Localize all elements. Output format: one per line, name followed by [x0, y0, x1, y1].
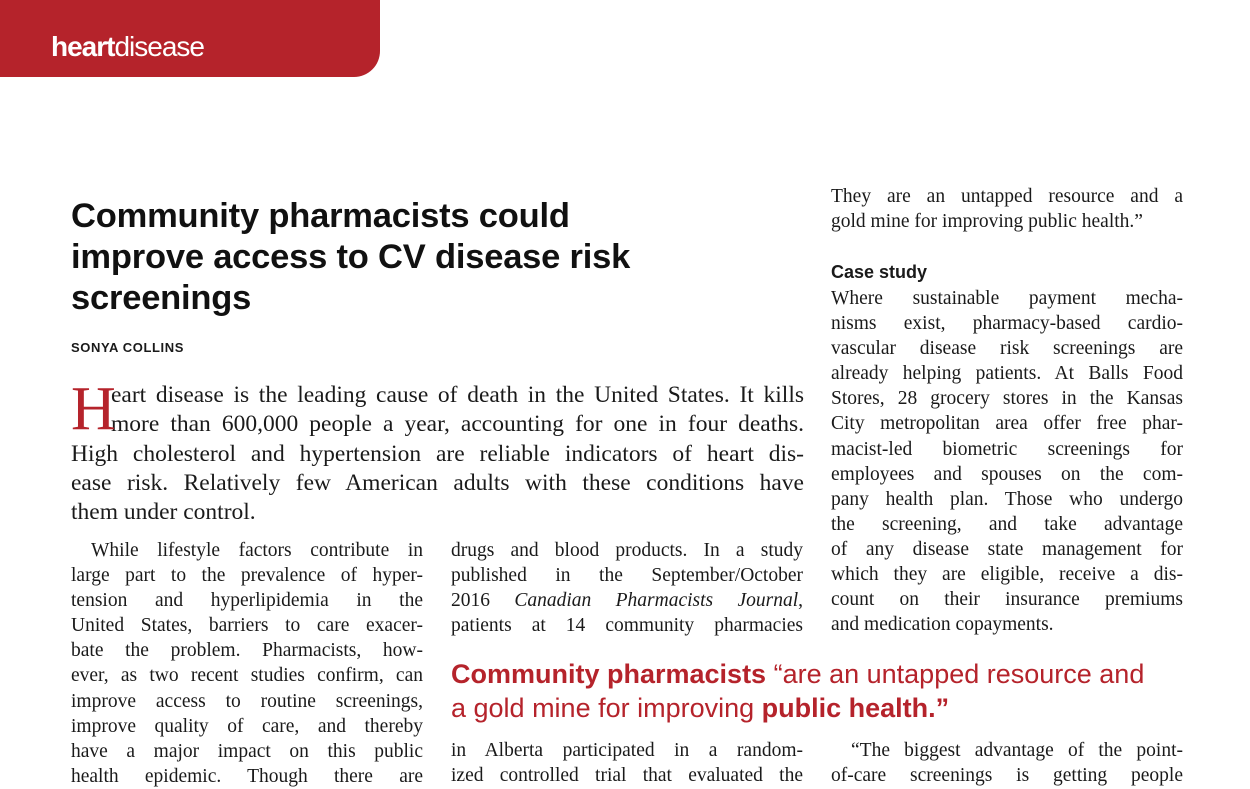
- case-study-heading: Case study: [831, 262, 928, 282]
- body-line: large part to the prevalence of hyper-: [71, 565, 423, 587]
- body-line-text: 2016: [451, 590, 515, 612]
- pull-quote-text: “are an untapped resource and: [766, 659, 1145, 689]
- lead-line: eart disease is the leading cause of death in the United States. It kills: [111, 382, 804, 408]
- body-line: have a major impact on this public: [71, 740, 423, 762]
- pull-quote-line: [451, 691, 1191, 725]
- body-line-journal: [451, 588, 803, 613]
- body-line: “The biggest advantage of the point-: [851, 740, 1183, 761]
- body-line: the screening, and take advantage: [831, 513, 1183, 535]
- section-title: [51, 29, 204, 65]
- case-study-body: [831, 286, 1183, 637]
- pull-quote: [451, 657, 1191, 725]
- headline-line: screenings: [71, 279, 252, 317]
- body-line: employees and spouses on the com-: [831, 463, 1183, 485]
- body-line: published in the September/October: [451, 565, 803, 587]
- journal-name: Canadian Pharmacists Journal: [514, 590, 799, 612]
- body-line: patients at 14 community pharmacies: [451, 615, 803, 637]
- section-title-light: disease: [114, 31, 204, 62]
- body-line: and medication copayments.: [831, 614, 1054, 636]
- body-line: improve quality of care, and thereby: [71, 715, 423, 737]
- body-line: Where sustainable payment mecha-: [831, 288, 1183, 309]
- body-line: vascular disease risk screenings are: [831, 338, 1183, 360]
- body-line: pany health plan. Those who undergo: [831, 488, 1183, 510]
- headline-line: Community pharmacists could: [71, 197, 570, 235]
- body-line: tension and hyperlipidemia in the: [71, 590, 423, 612]
- body-line: of any disease state management for: [831, 538, 1183, 560]
- body-column-3-bottom: [831, 738, 1183, 788]
- body-line: United States, barriers to care exacer-: [71, 615, 423, 637]
- pull-quote-bold: public health.”: [761, 693, 950, 723]
- body-line: nisms exist, pharmacy-based cardio-: [831, 313, 1183, 335]
- pull-quote-text: a gold mine for improving: [451, 693, 762, 723]
- body-line: macist-led biometric screenings for: [831, 438, 1183, 460]
- body-line: count on their insurance premiums: [831, 589, 1183, 611]
- body-column-2-bottom: [451, 738, 803, 788]
- body-line: which they are eligible, receive a dis-: [831, 564, 1183, 586]
- body-line: gold mine for improving public health.”: [831, 211, 1143, 233]
- body-line: improve access to routine screenings,: [71, 690, 423, 712]
- lead-paragraph: [71, 375, 804, 527]
- body-line: in Alberta participated in a random-: [451, 740, 803, 761]
- body-line: They are an untapped resource and a: [831, 186, 1183, 207]
- body-line-text: ,: [798, 590, 803, 612]
- drop-cap: H: [71, 375, 116, 443]
- body-line: already helping patients. At Balls Food: [831, 363, 1183, 385]
- article-headline: [71, 196, 791, 319]
- body-line: While lifestyle factors contribute in: [91, 540, 423, 561]
- section-tab: [0, 0, 380, 77]
- pull-quote-bold: Community pharmacists: [451, 659, 767, 689]
- byline: SONYA COLLINS: [71, 340, 185, 355]
- body-line: bate the problem. Pharmacists, how-: [71, 640, 423, 662]
- section-title-bold: heart: [51, 31, 115, 62]
- lead-line: them under control.: [71, 499, 256, 526]
- body-column-3-top: [831, 184, 1183, 234]
- body-column-1: [71, 538, 423, 789]
- body-line: health epidemic. Though there are: [71, 765, 423, 787]
- body-line: City metropolitan area offer free phar-: [831, 413, 1183, 435]
- lead-line: more than 600,000 people a year, accounting for one in four deaths.: [111, 411, 804, 438]
- body-line: drugs and blood products. In a study: [451, 540, 803, 561]
- headline-line: improve access to CV disease risk: [71, 238, 631, 276]
- body-line: Stores, 28 grocery stores in the Kansas: [831, 388, 1183, 410]
- body-line: of-care screenings is getting people: [831, 765, 1183, 787]
- body-line: ever, as two recent studies confirm, can: [71, 665, 423, 687]
- body-column-2-top: [451, 538, 803, 638]
- body-line: ized controlled trial that evaluated the: [451, 765, 803, 787]
- pull-quote-line: [451, 657, 1191, 691]
- lead-line: ease risk. Relatively few American adults with these conditions have: [71, 469, 804, 496]
- lead-line: High cholesterol and hypertension are reliable indicators of heart dis-: [71, 440, 804, 467]
